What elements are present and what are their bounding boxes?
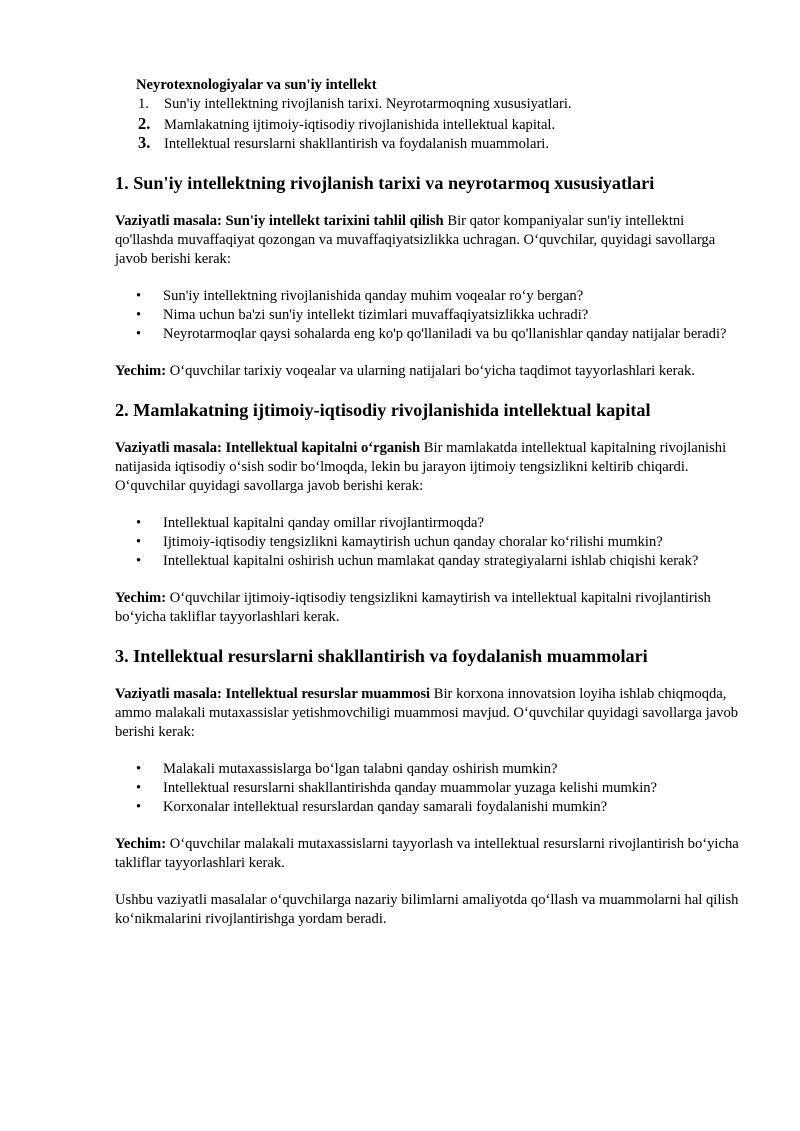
section-2 [115, 399, 745, 627]
toc-number: 2. [138, 114, 151, 133]
question-text: Intellektual kapitalni qanday omillar rivojlantirmoqda? [163, 515, 484, 531]
case-text: Bir mamlakatda intellektual kapitalning rivojlanishi natijasida iqtisodiy o‘sish sodir bo‘lmoqda, lekin bu jarayon ijtimoiy tengsizlikni keltirib chiqardi. O‘quvchilar quyidagi savollarga javob berishi kerak: [115, 440, 727, 494]
list-item [115, 798, 745, 817]
bullet: • [136, 515, 142, 531]
question-list [115, 760, 745, 817]
case-text: Bir korxona innovatsion loyiha ishlab chiqmoqda, ammo malakali mutaxassislar yetishmovchiligi muammosi mavjud. O‘quvchilar quyidagi savollarga javob berishi kerak: [115, 686, 739, 740]
list-item [115, 760, 745, 779]
toc-item [138, 133, 572, 152]
bullet: • [136, 326, 142, 342]
section-heading: 3. Intellektual resurslarni shakllantirish va foydalanish muammolari [115, 646, 648, 666]
section-1 [115, 172, 745, 381]
case-paragraph [115, 212, 745, 269]
toc-text: Sun'iy intellektning rivojlanish tarixi. Neyrotarmoqning xususiyatlari. [164, 96, 572, 112]
section-heading: 2. Mamlakatning ijtimoiy-iqtisodiy rivojlanishida intellektual kapital [115, 400, 651, 420]
bullet: • [136, 534, 142, 550]
list-item [115, 779, 745, 798]
toc-text: Mamlakatning ijtimoiy-iqtisodiy rivojlanishida intellektual kapital. [164, 117, 556, 133]
toc-item [138, 114, 572, 133]
list-item [115, 514, 745, 533]
toc-number: 1. [138, 96, 149, 112]
closing-paragraph: Ushbu vaziyatli masalalar o‘quvchilarga nazariy bilimlarni amaliyotda qo‘llash va muammolarni hal qilish ko‘nikmalarini rivojlantirishga yordam beradi. [115, 892, 739, 927]
topic-title: Neyrotexnologiyalar va sun'iy intellekt [136, 77, 377, 93]
list-item [115, 552, 745, 571]
solution-text: O‘quvchilar ijtimoiy-iqtisodiy tengsizlikni kamaytirish va intellektual kapitalni rivojlantirish bo‘yicha takliflar tayyorlashlari kerak. [115, 590, 711, 625]
solution-text: O‘quvchilar malakali mutaxassislarni tayyorlash va intellektual resurslarni rivojlantirish bo‘yicha takliflar tayyorlashlari kerak. [115, 836, 739, 871]
bullet: • [136, 307, 142, 323]
question-text: Sun'iy intellektning rivojlanishida qanday muhim voqealar ro‘y bergan? [163, 288, 584, 304]
bullet: • [136, 553, 142, 569]
question-list [115, 514, 745, 571]
case-label: Vaziyatli masala: Intellektual kapitalni o‘rganish [115, 440, 421, 456]
case-text: Bir qator kompaniyalar sun'iy intellektni qo'llashda muvaffaqiyat qozongan va muvaffaqiyatsizlikka uchragan. O‘quvchilar, quyidagi savollarga javob berishi kerak: [115, 213, 716, 267]
question-text: Intellektual kapitalni oshirish uchun mamlakat qanday strategiyalarni ishlab chiqishi kerak? [163, 553, 699, 569]
section-heading: 1. Sun'iy intellektning rivojlanish tarixi va neyrotarmoq xususiyatlari [115, 173, 655, 193]
case-label: Vaziyatli masala: Intellektual resurslar muammosi [115, 686, 431, 702]
case-paragraph [115, 439, 745, 496]
solution-label: Yechim: [115, 363, 167, 379]
toc-text: Intellektual resurslarni shakllantirish va foydalanish muammolari. [164, 136, 550, 152]
case-label: Vaziyatli masala: Sun'iy intellekt tarixini tahlil qilish [115, 213, 444, 229]
table-of-contents [138, 95, 572, 152]
solution-paragraph [115, 589, 745, 627]
toc-item [138, 95, 572, 114]
solution-label: Yechim: [115, 836, 167, 852]
question-list [115, 287, 745, 344]
section-3 [115, 645, 745, 873]
list-item [115, 287, 745, 306]
list-item [115, 533, 745, 552]
bullet: • [136, 288, 142, 304]
list-item [115, 325, 745, 344]
toc-number: 3. [138, 133, 151, 152]
solution-label: Yechim: [115, 590, 167, 606]
solution-text: O‘quvchilar tarixiy voqealar va ularning natijalari bo‘yicha taqdimot tayyorlashlari kerak. [166, 363, 695, 379]
question-text: Nima uchun ba'zi sun'iy intellekt tizimlari muvaffaqiyatsizlikka uchradi? [163, 307, 589, 323]
bullet: • [136, 780, 142, 796]
question-text: Malakali mutaxassislarga bo‘lgan talabni qanday oshirish mumkin? [163, 761, 558, 777]
question-text: Ijtimoiy-iqtisodiy tengsizlikni kamaytirish uchun qanday choralar ko‘rilishi mumkin? [163, 534, 663, 550]
bullet: • [136, 761, 142, 777]
question-text: Neyrotarmoqlar qaysi sohalarda eng ko'p qo'llaniladi va bu qo'llanishlar qanday natijalar beradi? [163, 326, 727, 342]
solution-paragraph [115, 835, 745, 873]
list-item [115, 306, 745, 325]
bullet: • [136, 799, 142, 815]
question-text: Korxonalar intellektual resurslardan qanday samarali foydalanishi mumkin? [163, 799, 608, 815]
document-body [115, 172, 745, 929]
question-text: Intellektual resurslarni shakllantirishda qanday muammolar yuzaga kelishi mumkin? [163, 780, 658, 796]
case-paragraph [115, 685, 745, 742]
solution-paragraph [115, 362, 745, 381]
